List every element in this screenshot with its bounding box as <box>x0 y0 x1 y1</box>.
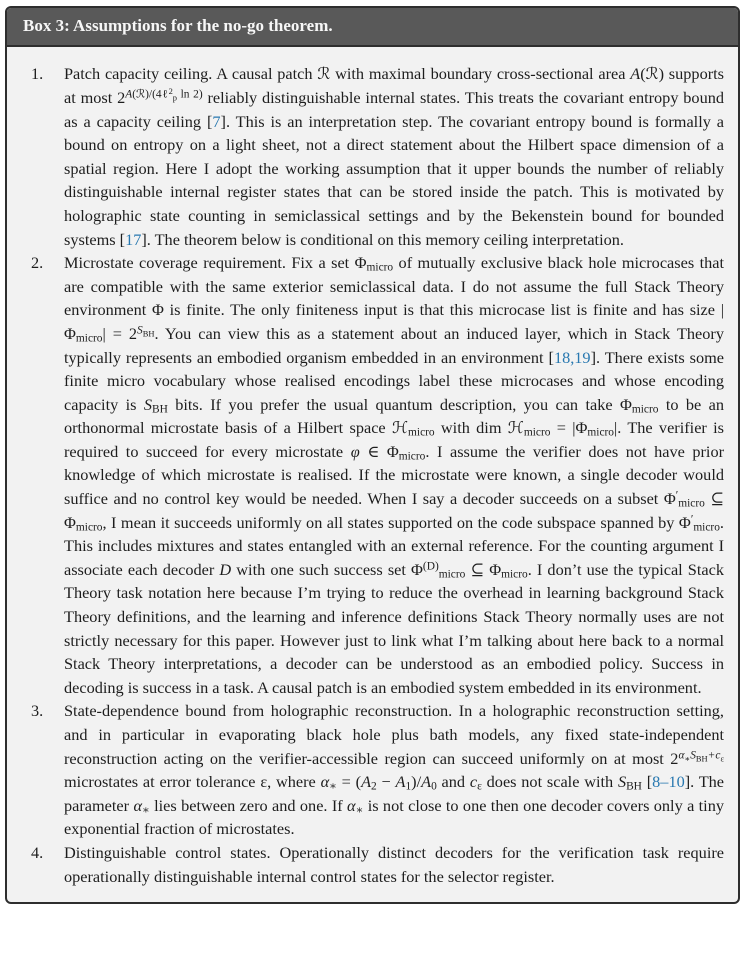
box-header <box>7 8 738 47</box>
item-text: State-dependence bound from holographic reconstruction. In a holographic reconstruction setting, and in particular in evaporating black hole plus bath models, any fixed state-independent reconstruction acting on the verifier-accessible region can succeed uniformly on at most $2^\alpha∗^SBH^{+c}\varepsilon$ microstates at error tolerance ε, where α∗ = (A2 − A1)/A0 and cε does not scale with SBH [8–10]. The parameter α∗ lies between zero and one. If α∗ is not close to one then one decoder covers only a tiny exponential fraction of microstates. <box>64 701 725 839</box>
citation-link[interactable]: 18,19 <box>553 347 591 367</box>
math-segment: ℛ <box>645 64 659 84</box>
math-segment: 0 <box>431 780 437 793</box>
math-segment: ∗ <box>684 752 691 763</box>
math-segment: S <box>137 324 143 337</box>
item-text: Patch capacity ceiling. A causal patch ℛ with maximal boundary cross-sectional area A(ℛ) supports at most $2^{A(ℛ)/(4\ell 2}p$ $^{ln 2)}$ reliably distinguishable internal states. This treats the covariant entropy bound as a capacity ceiling [7]. This is an interpretation step. The covariant entropy bound is formally a bound on entropy on a light sheet, not a direct statement about the Hilbert space dimension of a spatial region. Here I adopt the working assumption that it upper bounds the number of reliably distinguishable internal register states that can be stored inside the patch. This is motivated by holographic state counting in semiclassical settings and by the Bekenstein bound for bounded systems [17]. The theorem below is conditional on this memory ceiling interpretation. <box>64 64 724 249</box>
box-body <box>7 47 738 902</box>
math-segment: +c <box>707 748 721 761</box>
math-segment: 2 <box>371 780 377 793</box>
math-segment: α <box>133 795 142 815</box>
math-segment: S <box>690 748 696 761</box>
math-segment: ∗ <box>329 780 337 793</box>
math-segment: c <box>469 772 478 792</box>
math-segment: α <box>678 748 685 761</box>
list-item <box>31 62 724 251</box>
math-segment: A <box>361 772 372 792</box>
math-segment: p <box>172 92 178 103</box>
math-segment: micro <box>501 568 528 581</box>
box-title: Box 3: Assumptions for the no-go theorem. <box>23 16 333 35</box>
math-segment: A <box>125 88 133 101</box>
page <box>0 6 745 904</box>
math-segment: A <box>395 772 406 792</box>
math-segment: ℋ <box>391 418 409 438</box>
math-segment: ε <box>477 780 482 793</box>
math-segment: (D) <box>422 560 439 573</box>
math-segment: 1 <box>405 780 412 793</box>
math-segment: micro <box>75 521 103 534</box>
math-segment: ∗ <box>141 804 150 817</box>
item-number: 2. <box>31 253 44 273</box>
math-segment: ln 2) <box>177 88 203 101</box>
math-segment: micro <box>678 497 705 510</box>
assumptions-list <box>31 62 724 888</box>
citation-link[interactable]: 7 <box>212 111 221 131</box>
math-segment: A <box>421 772 432 792</box>
math-segment: ℛ <box>317 64 331 84</box>
list-item <box>31 699 724 841</box>
math-segment: BH <box>152 403 168 416</box>
math-segment: micro <box>631 403 659 416</box>
math-segment: micro <box>587 426 615 439</box>
item-number: 4. <box>31 842 44 862</box>
item-number: 1. <box>31 64 44 84</box>
box3-assumptions <box>5 6 740 904</box>
math-segment: 2 <box>168 86 173 97</box>
math-segment: ′ <box>690 512 694 525</box>
item-number: 3. <box>31 701 44 721</box>
math-segment: micro <box>523 426 551 439</box>
math-segment: micro <box>398 450 426 463</box>
math-segment: α <box>347 795 356 815</box>
math-segment: micro <box>693 521 720 534</box>
math-segment: micro <box>366 261 394 274</box>
citation-link[interactable]: 8–10 <box>652 772 685 792</box>
list-item <box>31 841 724 888</box>
math-segment: BH <box>695 752 708 763</box>
math-segment: A <box>630 64 641 84</box>
math-segment: micro <box>75 332 103 345</box>
math-segment: micro <box>438 568 466 581</box>
math-segment: )/(4ℓ <box>145 88 169 101</box>
math-segment: BH <box>626 780 642 793</box>
math-segment: S <box>143 394 152 414</box>
math-segment: α <box>320 772 330 792</box>
math-segment: ε <box>720 752 724 763</box>
math-segment: micro <box>408 426 435 439</box>
math-segment: ′ <box>675 489 679 502</box>
math-segment: ∗ <box>355 804 364 817</box>
math-segment: ℛ <box>136 88 146 101</box>
item-text: Microstate coverage requirement. Fix a set Φmicro of mutually exclusive black hole microcases that are compatible with the same exterior semiclassical data. I do not assume the full Stack Theory environment Φ is finite. The only finiteness input is that this microcase list is finite and has size |Φmicro| = $2^SBH$. You can view this as a statement about an induced layer, which in Stack Theory typically represents an embodied organism embedded in an environment [18,19]. There exists some finite micro vocabulary whose realised encodings label these microcases and whose encoding capacity is SBH bits. If you prefer the usual quantum description, you can take Φmicro to be an orthonormal microstate basis of a Hilbert space ℋmicro with dim ℋmicro = |Φmicro|. The verifier is required to succeed for every microstate φ ∈ Φmicro. I assume the verifier does not have prior knowledge of which microstate is realised. If the microstate were known, a single decoder would suffice and no control key would be needed. When I say a decoder succeeds on a subset Φ′micro ⊆ Φmicro, I mean it succeeds uniformly on all states supported on the code subspace spanned by Φ′micro. This includes mixtures and states entangled with an external reference. For the counting argument I associate each decoder D with one such success set $\Phi^{(D)}micro$ ⊆ Φmicro. I don’t use the typical Stack Theory task notation here because I’m trying to reduce the overhead in learning background Stack Theory definitions, and the learning and inference definitions Stack Theory normally uses are not strictly necessary for this paper. However just to link what I’m talking about here back to a normal Stack Theory interpretations, a decoder can be understood as an embodied policy. Success in decoding is success in a task. A causal patch is an embodied system embedded in its environment. <box>64 253 725 697</box>
math-segment: S <box>617 772 627 792</box>
citation-link[interactable]: 17 <box>125 229 142 249</box>
math-segment: ( <box>132 88 136 101</box>
item-text: Distinguishable control states. Operationally distinct decoders for the verification task require operationally distinguishable internal control states for the selector register. <box>64 842 724 886</box>
math-segment: D <box>219 559 232 579</box>
math-segment: ℋ <box>507 418 524 438</box>
math-segment: BH <box>142 328 155 339</box>
math-segment: φ <box>350 441 360 461</box>
list-item <box>31 251 724 699</box>
